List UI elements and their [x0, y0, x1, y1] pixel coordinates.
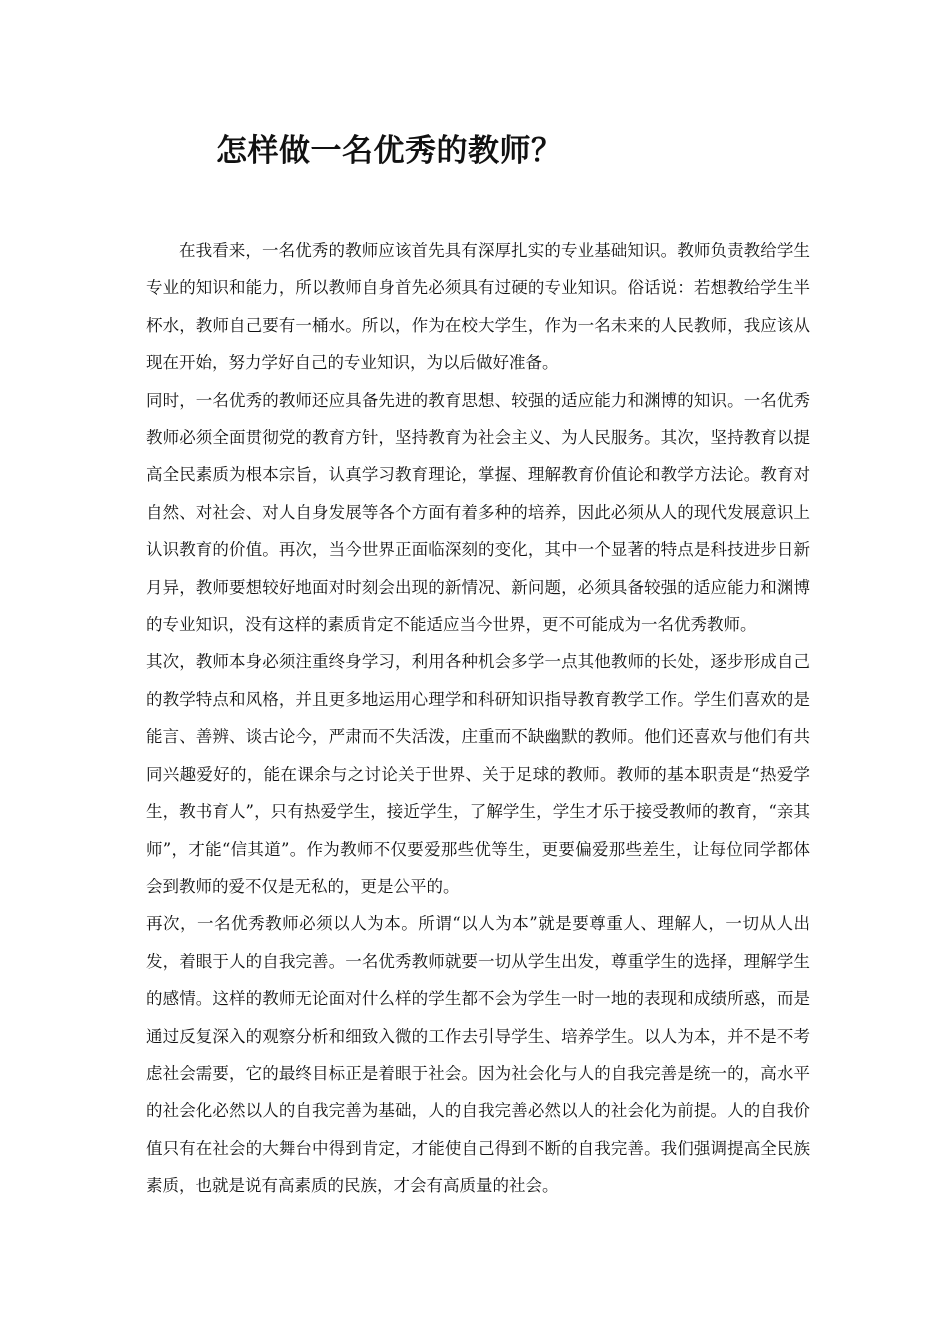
paragraph-3: 其次，教师本身必须注重终身学习，利用各种机会多学一点其他教师的长处，逐步形成自己的教学特点和风格，并且更多地运用心理学和科研知识指导教育教学工作。学生们喜欢的是能言、善辨、谈古论今，严肃而不失活泼，庄重而不缺幽默的教师。他们还喜欢与他们有共同兴趣爱好的，能在课余与之讨论关于世界、关于足球的教师。教师的基本职责是“热爱学生，教书育人”，只有热爱学生，接近学生，了解学生，学生才乐于接受教师的教育，“亲其师”，才能“信其道”。作为教师不仅要爱那些优等生，更要偏爱那些差生，让每位同学都体会到教师的爱不仅是无私的，更是公平的。 — [146, 652, 810, 896]
document-body — [146, 232, 810, 1205]
paragraph-2: 同时，一名优秀的教师还应具备先进的教育思想、较强的适应能力和渊博的知识。一名优秀教师必须全面贯彻党的教育方针，坚持教育为社会主义、为人民服务。其次，坚持教育以提高全民素质为根本宗旨，认真学习教育理论，掌握、理解教育价值论和教学方法论。教育对自然、对社会、对人自身发展等各个方面有着多种的培养，因此必须从人的现代发展意识上认识教育的价值。再次，当今世界正面临深刻的变化，其中一个显著的特点是科技进步日新月异，教师要想较好地面对时刻会出现的新情况、新问题，必须具备较强的适应能力和渊博的专业知识，没有这样的素质肯定不能适应当今世界，更不可能成为一名优秀教师。 — [146, 390, 810, 635]
paragraph-4: 再次，一名优秀教师必须以人为本。所谓“以人为本”就是要尊重人、理解人，一切从人出发，着眼于人的自我完善。一名优秀教师就要一切从学生出发，尊重学生的选择，理解学生的感情。这样的教师无论面对什么样的学生都不会为学生一时一地的表现和成绩所惑，而是通过反复深入的观察分析和细致入微的工作去引导学生、培养学生。以人为本，并不是不考虑社会需要，它的最终目标正是着眼于社会。因为社会化与人的自我完善是统一的，高水平的社会化必然以人的自我完善为基础，人的自我完善必然以人的社会化为前提。人的自我价值只有在社会的大舞台中得到肯定，才能使自己得到不断的自我完善。我们强调提高全民族素质，也就是说有高素质的民族，才会有高质量的社会。 — [146, 914, 810, 1196]
document-title: 怎样做一名优秀的教师？ — [216, 133, 563, 169]
paragraph-1: 在我看来，一名优秀的教师应该首先具有深厚扎实的专业基础知识。教师负责教给学生专业的知识和能力，所以教师自身首先必须具有过硬的专业知识。俗话说：若想教给学生半杯水，教师自己要有一桶水。所以，作为在校大学生，作为一名未来的人民教师，我应该从现在开始，努力学好自己的专业知识，为以后做好准备。 — [146, 241, 810, 373]
